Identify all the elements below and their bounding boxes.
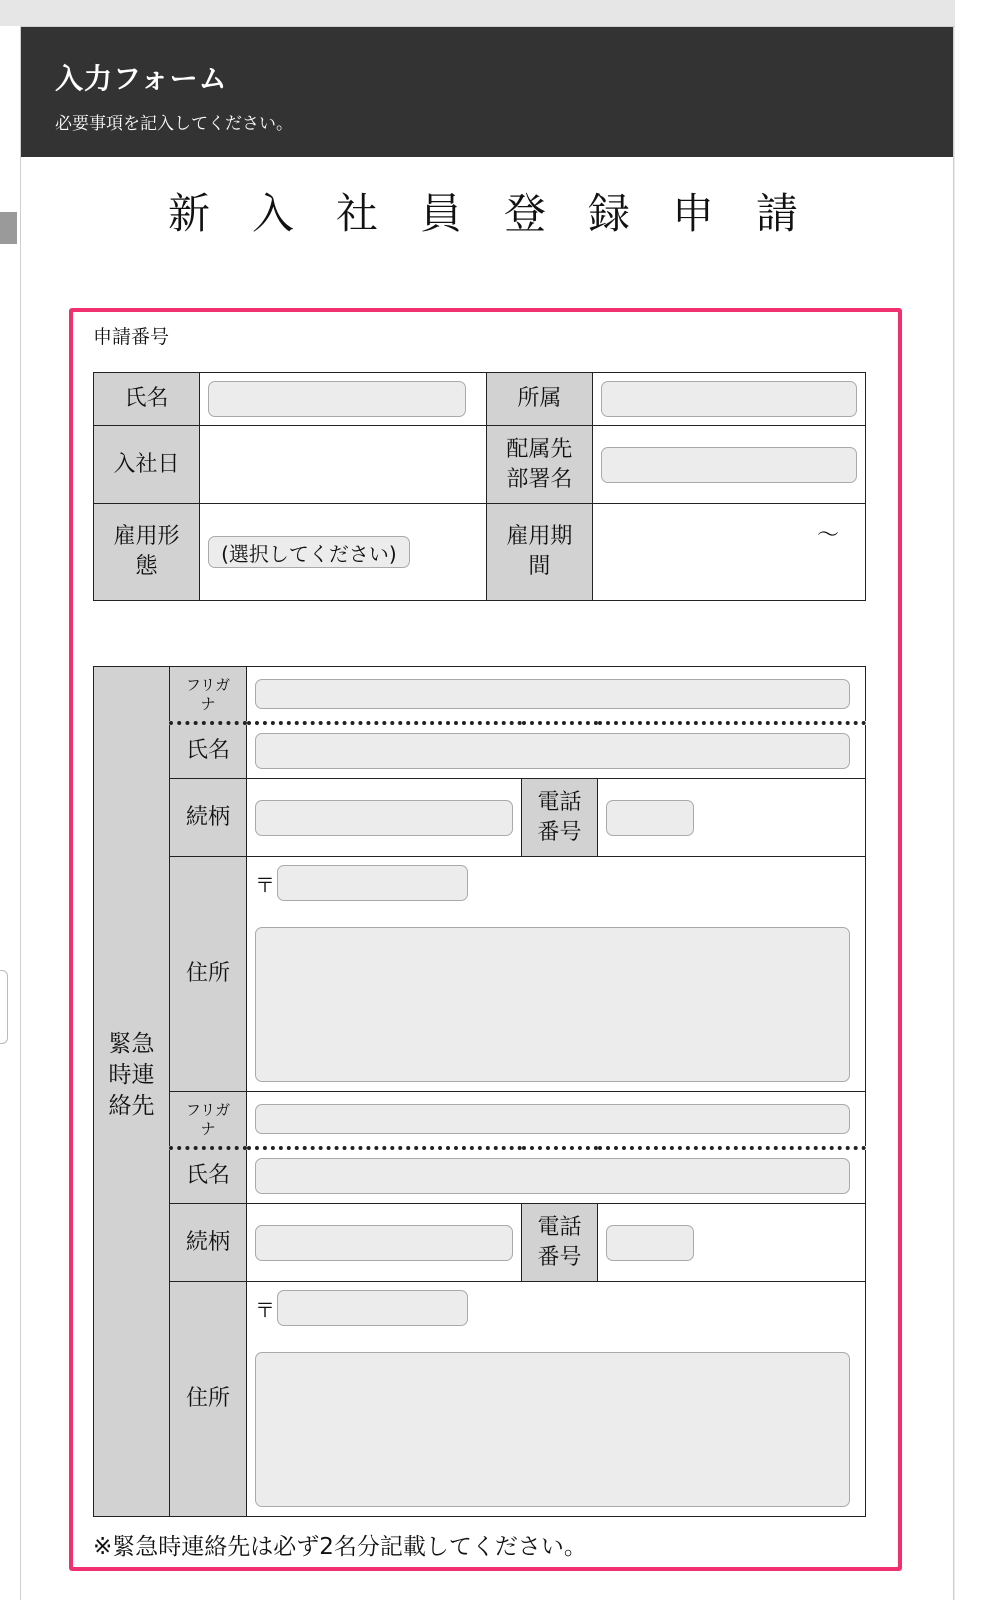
contact-name-label-1: 氏名 [170, 723, 247, 779]
furigana-label-2: フリガ ナ [170, 1092, 247, 1148]
form-panel [20, 27, 954, 1600]
department-label: 所属 [486, 373, 592, 426]
relationship-label-1: 続柄 [170, 779, 247, 857]
left-edge-handle[interactable] [0, 970, 8, 1044]
relationship-input-1[interactable] [255, 800, 513, 836]
phone-label-1: 電話 番号 [522, 779, 598, 857]
employment-period-cell[interactable] [593, 504, 866, 601]
period-separator: 〜 [816, 523, 839, 548]
contact-name-label-2: 氏名 [170, 1148, 247, 1204]
left-edge-panel [0, 26, 21, 1600]
phone-input-2[interactable] [606, 1225, 694, 1261]
form-header [21, 27, 953, 157]
form-box [69, 308, 902, 1571]
assigned-dept-label: 配属先 部署名 [486, 426, 592, 504]
emergency-contact-note: ※緊急時連絡先は必ず2名分記載してください。 [93, 1534, 587, 1560]
header-subtitle: 必要事項を記入してください。 [55, 114, 293, 134]
browser-top-bar [0, 0, 955, 27]
postal-code-input-1[interactable] [277, 865, 468, 901]
application-number-label: 申請番号 [93, 326, 170, 348]
furigana-label-1: フリガ ナ [170, 667, 247, 723]
hire-date-cell[interactable] [200, 426, 487, 504]
address-label-1: 住所 [170, 857, 247, 1092]
employment-type-label: 雇用形 態 [94, 504, 200, 601]
department-input[interactable] [601, 381, 857, 417]
furigana-input-2[interactable] [255, 1104, 850, 1134]
name-label: 氏名 [94, 373, 200, 426]
relationship-label-2: 続柄 [170, 1204, 247, 1282]
postal-mark-2: 〒 [255, 1298, 275, 1322]
hire-date-label: 入社日 [94, 426, 200, 504]
name-input[interactable] [208, 381, 466, 417]
postal-code-input-2[interactable] [277, 1290, 468, 1326]
emergency-contact-table [93, 666, 866, 1517]
address-input-2[interactable] [255, 1352, 850, 1507]
contact-name-input-1[interactable] [255, 733, 850, 769]
header-title: 入力フォーム [55, 62, 228, 95]
left-edge-tab[interactable] [0, 212, 17, 244]
phone-label-2: 電話 番号 [522, 1204, 598, 1282]
employment-period-label: 雇用期 間 [486, 504, 592, 601]
furigana-input-1[interactable] [255, 679, 850, 709]
phone-input-1[interactable] [606, 800, 694, 836]
contact-name-input-2[interactable] [255, 1158, 850, 1194]
emergency-contact-label: 緊急 時連 絡先 [94, 667, 170, 1517]
address-input-1[interactable] [255, 927, 850, 1082]
document-title: 新入社員登録申請 [167, 189, 840, 238]
relationship-input-2[interactable] [255, 1225, 513, 1261]
address-label-2: 住所 [170, 1282, 247, 1517]
employee-info-table [93, 372, 866, 601]
postal-mark-1: 〒 [255, 873, 275, 897]
employment-type-select[interactable]: (選択してください) [208, 536, 410, 568]
assigned-dept-input[interactable] [601, 447, 857, 483]
right-edge-panel [955, 0, 987, 1600]
